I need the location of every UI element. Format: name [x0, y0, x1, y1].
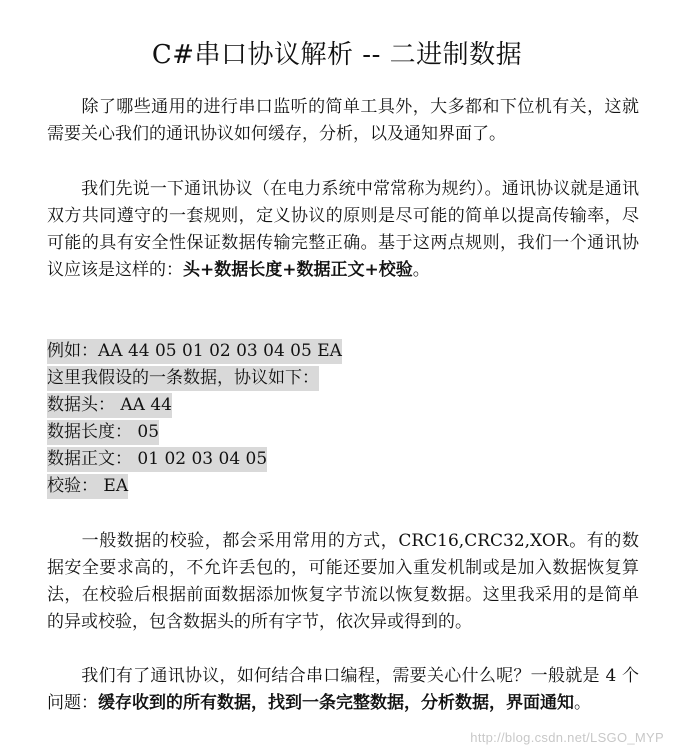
example-line-header: 数据头： AA 44 — [47, 393, 172, 418]
checksum-text: 一般数据的校验，都会采用常用的方式，CRC16,CRC32,XOR。有的数据安全要求高的，不允许丢包的，可能还要加入重发机制或是加入数据恢复算法，在校验后根据前面数据添加恢复字节流以恢复数据。这里我采用的是简单的异或校验，包含数据头的所有字节，依次异或得到的。 — [47, 531, 639, 632]
protocol-tail: 。 — [412, 260, 430, 280]
questions-paragraph — [47, 663, 639, 717]
watermark-url: http://blog.csdn.net/LSGO_MYP — [470, 730, 664, 745]
protocol-structure-bold: 头+数据长度+数据正文+校验 — [183, 260, 413, 280]
document-title: C#串口协议解析 -- 二进制数据 — [151, 40, 523, 70]
protocol-paragraph — [47, 176, 639, 284]
questions-text: 我们有了通讯协议，如何结合串口编程，需要关心什么呢？一般就是 4 个问题： — [47, 666, 639, 713]
example-line-1: 例如：AA 44 05 01 02 03 04 05 EA — [47, 339, 342, 364]
checksum-paragraph — [47, 528, 639, 636]
example-line-checksum: 校验： EA — [47, 474, 128, 499]
intro-text: 除了哪些通用的进行串口监听的简单工具外，大多都和下位机有关，这就需要关心我们的通讯协议如何缓存，分析，以及通知界面了。 — [47, 97, 639, 144]
protocol-text: 我们先说一下通讯协议（在电力系统中常常称为规约）。通讯协议就是通讯双方共同遵守的一套规则，定义协议的原则是尽可能的简单以提高传输率，尽可能的具有安全性保证数据传输完整正确。基于这两点规则，我们一个通讯协议应该是这样的： — [47, 179, 639, 280]
intro-paragraph — [47, 94, 639, 148]
example-block — [47, 338, 647, 500]
questions-tail: 。 — [574, 693, 591, 713]
example-line-length: 数据长度： 05 — [47, 420, 159, 445]
example-line-body: 数据正文： 01 02 03 04 05 — [47, 447, 267, 472]
questions-bold: 缓存收到的所有数据，找到一条完整数据，分析数据，界面通知 — [98, 693, 574, 713]
example-line-2: 这里我假设的一条数据，协议如下： — [47, 366, 319, 391]
